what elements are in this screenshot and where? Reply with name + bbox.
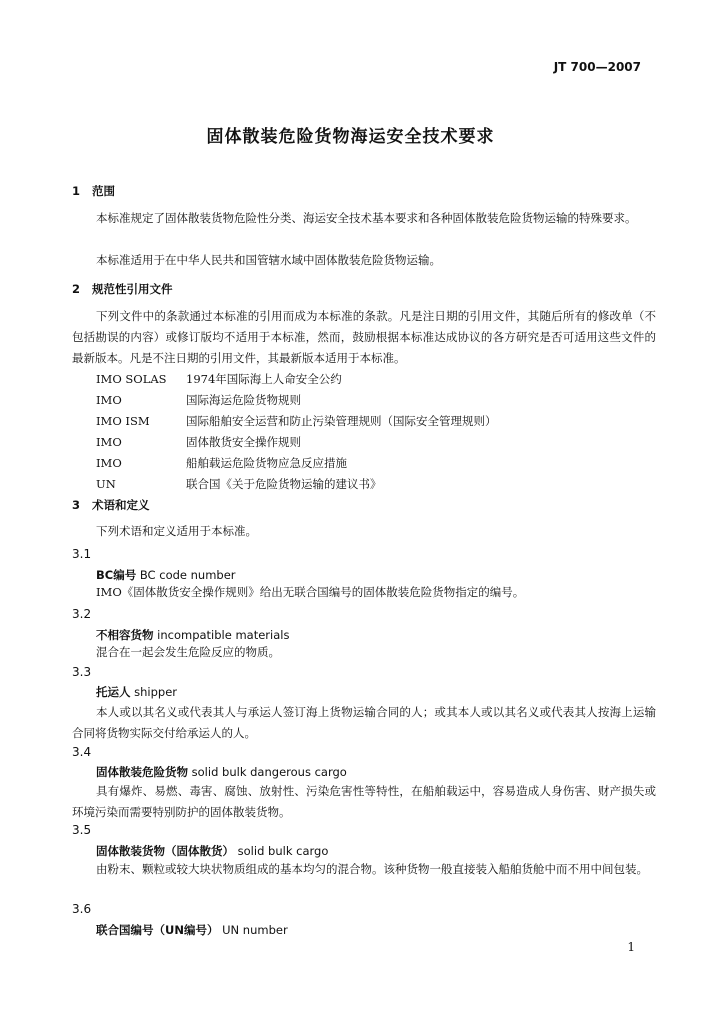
term-english: BC code number [139,568,236,582]
term-number: 3.3 [72,665,92,679]
reference-title: 联合国《关于危险货物运输的建议书》 [186,477,382,491]
reference-item [96,369,497,390]
term-number: 3.4 [72,745,92,759]
term-definition: 由粉末、颗粒或较大块状物质组成的基本均匀的混合物。该种货物一般直接装入船舶货舱中而不用中间包装。 [96,862,648,876]
terms-intro-paragraph: 下列术语和定义适用于本标准。 [96,524,257,538]
page-number: 1 [627,940,635,954]
section-title: 范围 [92,184,115,198]
term-english: shipper [134,685,178,699]
term-chinese: BC编号 [96,568,137,582]
scope-paragraph-2: 本标准适用于在中华人民共和国管辖水域中固体散装危险货物运输。 [96,253,441,267]
document-title: 固体散装危险货物海运安全技术要求 [206,127,495,147]
reference-title: 国际海运危险货物规则 [186,393,301,407]
term-definition: 具有爆炸、易燃、毒害、腐蚀、放射性、污染危害性等特性，在船舶载运中，容易造成人身伤害、财产损失或环境污染而需要特别防护的固体散装货物。 [72,784,656,819]
reference-code: UN [96,477,116,491]
term-chinese: 联合国编号（UN编号） [96,923,219,937]
term-number: 3.2 [72,607,92,621]
term-heading [96,764,347,780]
term-chinese: 固体散装货物（固体散货） [96,844,234,858]
section-number: 3 [72,498,81,512]
term-heading [96,922,288,938]
reference-item [96,390,497,411]
section-heading-terms [72,497,150,513]
reference-item [96,453,497,474]
reference-code: IMO ISM [96,414,150,428]
term-heading [96,843,328,859]
term-english: UN number [222,923,288,937]
reference-code: IMO [96,456,122,470]
term-definition: IMO《固体散货安全操作规则》给出无联合国编号的固体散装危险货物指定的编号。 [96,585,525,599]
term-english: solid bulk cargo [237,844,329,858]
term-chinese: 固体散装危险货物 [96,765,188,779]
section-heading-scope [72,183,115,199]
reference-item [96,432,497,453]
reference-code: IMO SOLAS [96,372,167,386]
term-heading [96,684,177,700]
term-heading [96,567,236,583]
reference-title: 国际船舶安全运营和防止污染管理规则（国际安全管理规则） [186,414,497,428]
term-definition: 混合在一起会发生危险反应的物质。 [96,645,280,659]
reference-item [96,474,497,495]
standard-code: JT 700—2007 [553,60,641,74]
normative-intro-paragraph: 下列文件中的条款通过本标准的引用而成为本标准的条款。凡是注日期的引用文件，其随后所有的修改单（不包括勘误的内容）或修订版均不适用于本标准，然而，鼓励根据本标准达成协议的各方研究是否可适用这些文件的最新版本。凡是不注日期的引用文件，其最新版本适用于本标准。 [72,309,656,365]
term-heading [96,627,289,643]
reference-item [96,411,497,432]
term-english: incompatible materials [157,628,290,642]
term-chinese: 托运人 [96,685,131,699]
section-number: 2 [72,282,81,296]
term-number: 3.5 [72,823,92,837]
term-chinese: 不相容货物 [96,628,154,642]
section-title: 术语和定义 [92,498,150,512]
term-english: solid bulk dangerous cargo [191,765,347,779]
reference-title: 1974年国际海上人命安全公约 [186,372,342,386]
reference-code: IMO [96,435,122,449]
section-heading-normative-references [72,281,173,297]
term-number: 3.6 [72,902,92,916]
reference-title: 固体散货安全操作规则 [186,435,301,449]
scope-paragraph-1: 本标准规定了固体散装货物危险性分类、海运安全技术基本要求和各种固体散装危险货物运输的特殊要求。 [96,211,637,225]
term-definition: 本人或以其名义或代表其人与承运人签订海上货物运输合同的人；或其本人或以其名义或代表其人按海上运输合同将货物实际交付给承运人的人。 [72,705,656,740]
reference-code: IMO [96,393,122,407]
reference-list [96,369,497,495]
term-number: 3.1 [72,547,92,561]
section-title: 规范性引用文件 [92,282,173,296]
reference-title: 船舶载运危险货物应急反应措施 [186,456,347,470]
section-number: 1 [72,184,81,198]
